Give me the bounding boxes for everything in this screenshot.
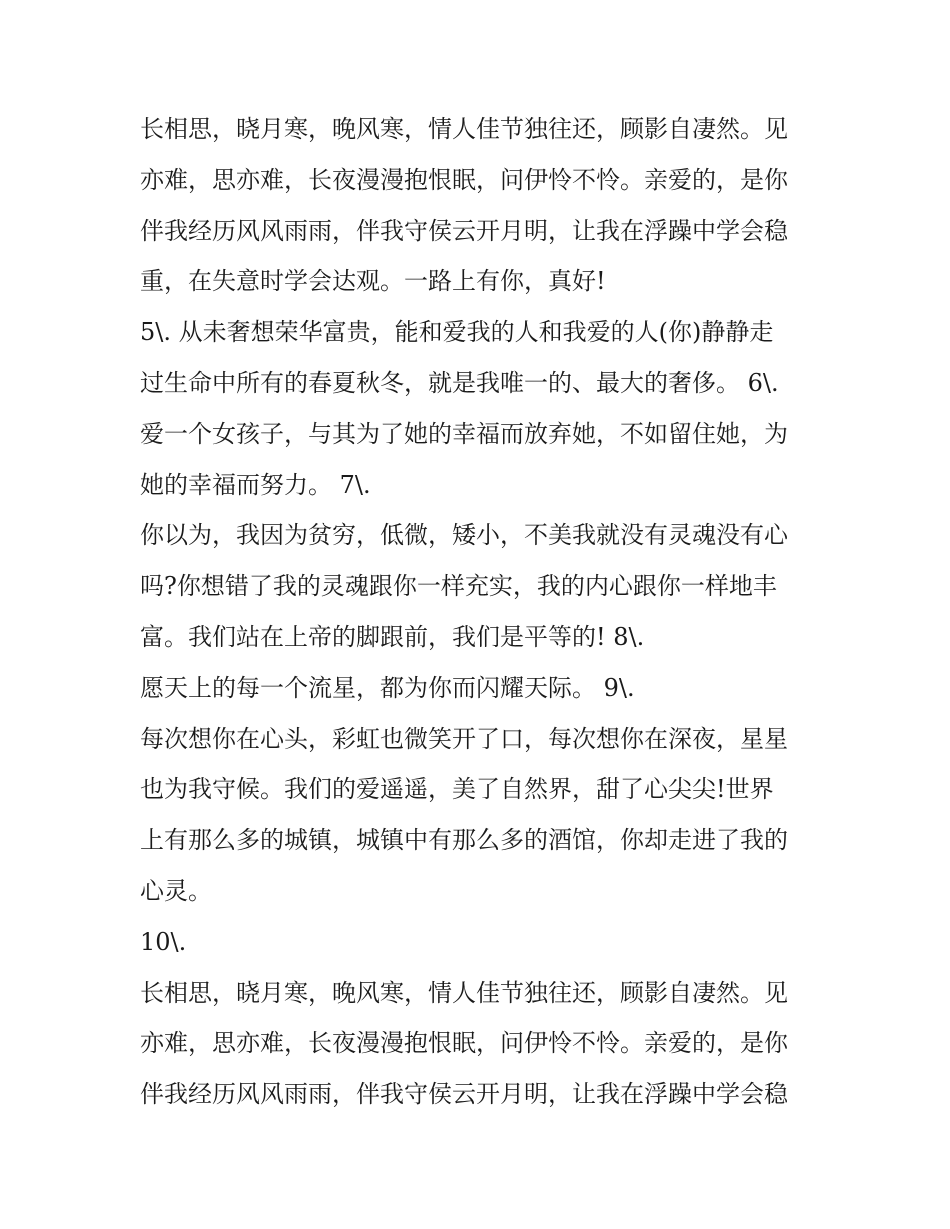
text-line: 上有那么多的城镇，城镇中有那么多的酒馆，你却走进了我的 [140,826,788,855]
text-line: 伴我经历风风雨雨，伴我守侯云开月明，让我在浮躁中学会稳 [140,1080,788,1109]
text-line: 重，在失意时学会达观。一路上有你，真好! [140,267,606,296]
text-line: 爱一个女孩子，与其为了她的幸福而放弃她，不如留住她，为 [140,419,788,448]
text-line: 愿天上的每一个流星，都为你而闪耀天际。 9\. [140,673,635,702]
text-line: 你以为，我因为贫穷，低微，矮小，不美我就没有灵魂没有心 [140,521,788,550]
text-line: 过生命中所有的春夏秋冬，就是我唯一的、最大的奢侈。 6\. [140,368,779,397]
text-line: 伴我经历风风雨雨，伴我守侯云开月明，让我在浮躁中学会稳 [140,216,788,245]
text-line: 亦难，思亦难，长夜漫漫抱恨眠，问伊怜不怜。亲爱的，是你 [140,1029,788,1058]
text-line: 也为我守候。我们的爱遥遥，美了自然界，甜了心尖尖!世界 [140,775,774,804]
text-line: 吗?你想错了我的灵魂跟你一样充实，我的内心跟你一样地丰 [140,572,777,601]
text-line: 5\. 从未奢想荣华富贵，能和爱我的人和我爱的人(你)静静走 [140,318,774,347]
text-line: 心灵。 [140,876,212,905]
text-line: 她的幸福而努力。 7\. [140,470,371,499]
document-body [140,104,820,1120]
text-line: 亦难，思亦难，长夜漫漫抱恨眠，问伊怜不怜。亲爱的，是你 [140,165,788,194]
text-line: 长相思，晓月寒，晚风寒，情人佳节独往还，顾影自凄然。见 [140,115,788,143]
text-line: 富。我们站在上帝的脚跟前，我们是平等的! 8\. [140,622,645,651]
text-line: 每次想你在心头，彩虹也微笑开了口，每次想你在深夜，星星 [140,724,788,753]
text-line: 长相思，晓月寒，晚风寒，情人佳节独往还，顾影自凄然。见 [140,978,788,1007]
text-line: 10\. [140,927,187,956]
